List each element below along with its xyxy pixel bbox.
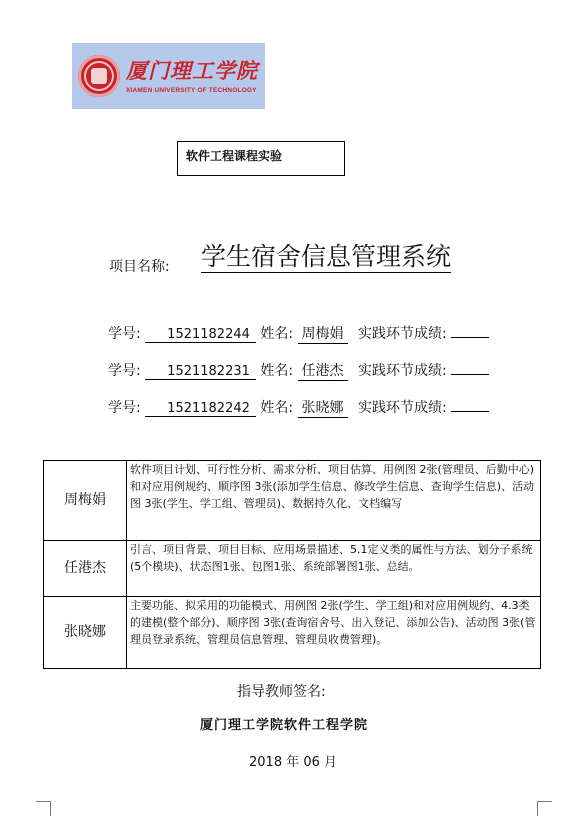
member-name-cell: 周梅娟 (44, 461, 127, 541)
member-name-cell: 任港杰 (44, 541, 127, 597)
logo-english-name: XIAMEN UNIVERSITY OF TECHNOLOGY (126, 87, 257, 94)
student-score-blank (451, 396, 489, 412)
university-seal-icon (78, 55, 120, 97)
student-id-label: 学号: (108, 400, 141, 416)
university-logo (72, 43, 265, 109)
student-id: 1521182242 (145, 401, 256, 417)
student-id: 1521182244 (145, 327, 256, 343)
member-work-cell: 软件项目计划、可行性分析、需求分析、项目估算、用例图 2张(管理员、后勤中心)和对应用例规约、顺序图 3张(添加学生信息、修改学生信息、查询学生信息)、活动图 3张(学生、学工组、管理员)、数据持久化、文档编写 (127, 461, 541, 541)
student-name: 任港杰 (298, 360, 348, 381)
course-title-box (177, 141, 345, 176)
student-id-label: 学号: (108, 363, 141, 379)
document-date: 2018 年 06 月 (249, 755, 338, 770)
student-score-blank (451, 359, 489, 375)
student-score-label: 实践环节成绩: (357, 400, 447, 416)
table-row (44, 461, 541, 541)
student-name: 张晓娜 (298, 397, 348, 418)
member-name-cell: 张晓娜 (44, 597, 127, 669)
project-name: 学生宿舍信息管理系统 (201, 242, 452, 271)
student-row (108, 359, 489, 379)
member-work-cell: 引言、项目背景、项目目标、应用场景描述、5.1定义类的属性与方法、划分子系统(5个模块)、状态图1张、包图1张、系统部署图1张、总结。 (127, 541, 541, 597)
student-id-label: 学号: (108, 326, 141, 342)
project-label: 项目名称: (109, 259, 170, 275)
student-id: 1521182231 (145, 364, 256, 380)
student-row (108, 396, 489, 416)
work-division-table (43, 460, 541, 669)
table-row (44, 597, 541, 669)
school-name: 厦门理工学院软件工程学院 (200, 718, 369, 733)
student-name-label: 姓名: (260, 326, 294, 342)
student-row (108, 322, 489, 342)
student-name-label: 姓名: (260, 400, 294, 416)
student-score-label: 实践环节成绩: (357, 363, 447, 379)
advisor-signature-label: 指导教师签名: (237, 684, 326, 700)
member-work-cell: 主要功能、拟采用的功能模式、用例图 2张(学生、学工组)和对应用例规约、4.3类的建模(整个部分)、顺序图 3张(查询宿舍号、出入登记、添加公告)、活动图 3张(管理员登录系统、管理员信息管理、管理员收费管理)。 (127, 597, 541, 669)
table-row (44, 541, 541, 597)
page-corner-mark (36, 801, 51, 816)
course-title: 软件工程课程实验 (186, 149, 283, 163)
page-corner-mark (537, 801, 552, 816)
student-score-blank (451, 322, 489, 338)
student-name-label: 姓名: (260, 363, 294, 379)
logo-chinese-name: 厦门理工学院 (126, 58, 258, 83)
student-score-label: 实践环节成绩: (357, 326, 447, 342)
student-name: 周梅娟 (298, 323, 348, 344)
